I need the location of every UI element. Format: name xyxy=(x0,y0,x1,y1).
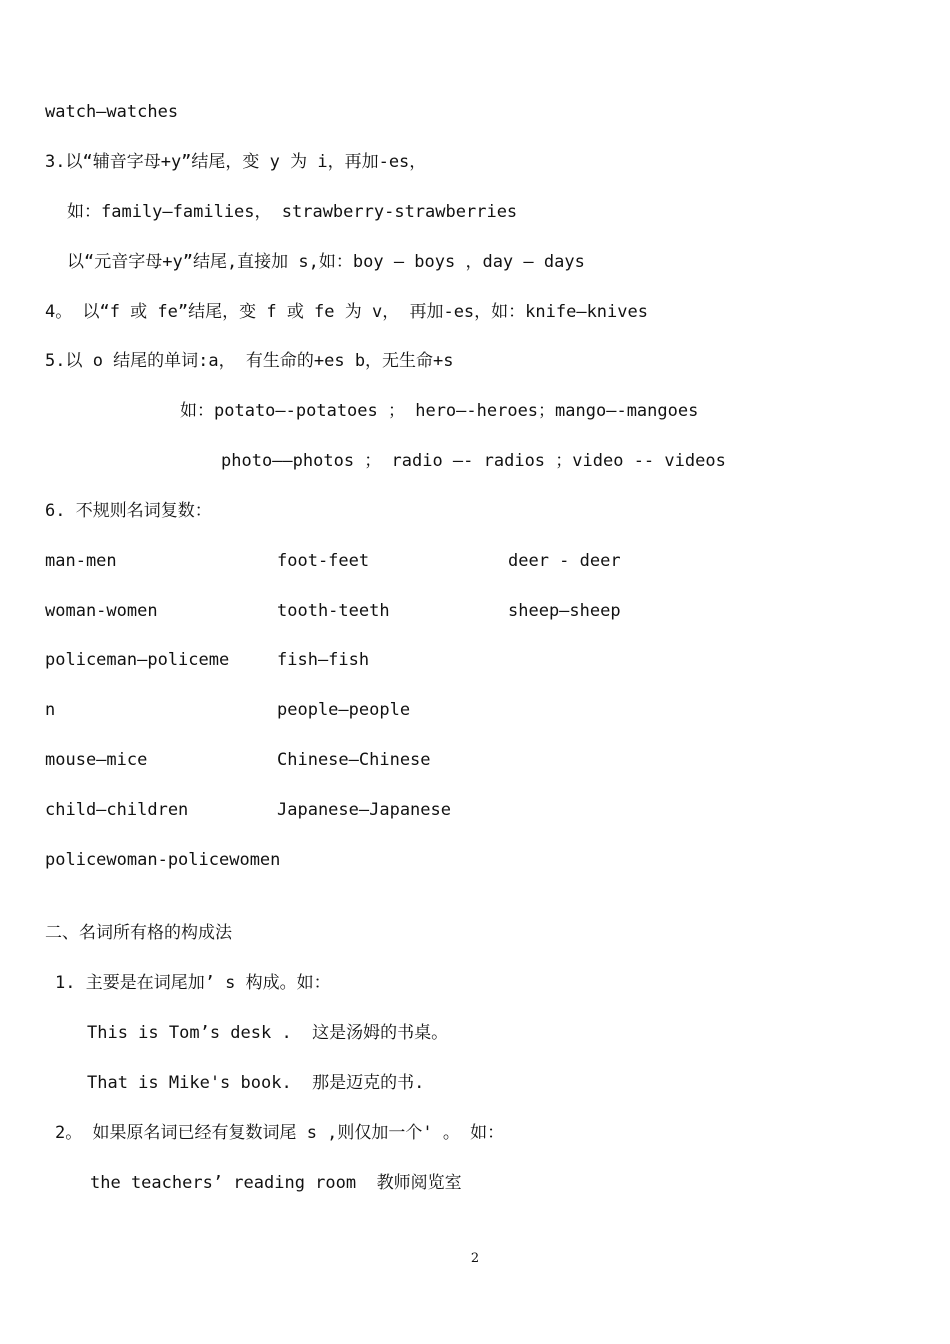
table-cell: foot-feet xyxy=(277,551,370,571)
section-heading: 二、名词所有格的构成法 xyxy=(45,923,232,943)
table-cell: fish—fish xyxy=(277,650,370,670)
rule-heading: 3.以“辅音字母+y”结尾，变 y 为 i，再加-es， xyxy=(45,152,427,172)
table-cell: child—children xyxy=(45,800,189,820)
rule-heading: 1. 主要是在词尾加’ s 构成。如： xyxy=(55,973,331,993)
example-line: That is Mike's book. 那是迈克的书. xyxy=(87,1073,425,1093)
table-cell: deer - deer xyxy=(508,551,621,571)
rule-heading: 4。 以“f 或 fe”结尾，变 f 或 fe 为 v， 再加-es，如：knife—knives xyxy=(45,302,648,322)
table-cell: Japanese—Japanese xyxy=(277,800,451,820)
rule-line: 以“元音字母+y”结尾,直接加 s,如：boy — boys ，day — days xyxy=(67,252,585,272)
table-cell: tooth-teeth xyxy=(277,601,390,621)
example-line: This is Tom’s desk . 这是汤姆的书桌。 xyxy=(87,1023,449,1043)
example-line: 如：family—families， strawberry-strawberries xyxy=(67,202,518,222)
table-cell: Chinese—Chinese xyxy=(277,750,431,770)
table-cell: people—people xyxy=(277,700,411,720)
text-line: watch—watches xyxy=(45,102,179,122)
table-cell: woman-women xyxy=(45,601,158,621)
example-line: 如：potato—-potatoes ； hero—-heroes；mango—-mangoes xyxy=(180,401,699,421)
table-cell: man-men xyxy=(45,551,117,571)
example-line: the teachers’ reading room 教师阅览室 xyxy=(90,1173,462,1193)
table-cell: sheep—sheep xyxy=(508,601,621,621)
table-cell: mouse—mice xyxy=(45,750,148,770)
rule-heading: 5.以 o 结尾的单词:a， 有生命的+es b，无生命+s xyxy=(45,351,454,371)
rule-heading: 6. 不规则名词复数： xyxy=(45,501,212,521)
page-number: 2 xyxy=(470,1251,480,1266)
table-cell: policeman—policeme xyxy=(45,650,230,670)
table-cell: policewoman-policewomen xyxy=(45,850,281,870)
example-line: photo——photos ； radio —- radios ；video -- videos xyxy=(221,451,726,471)
table-cell: n xyxy=(45,700,56,720)
rule-heading: 2。 如果原名词已经有复数词尾 s ,则仅加一个' 。 如： xyxy=(55,1123,505,1143)
